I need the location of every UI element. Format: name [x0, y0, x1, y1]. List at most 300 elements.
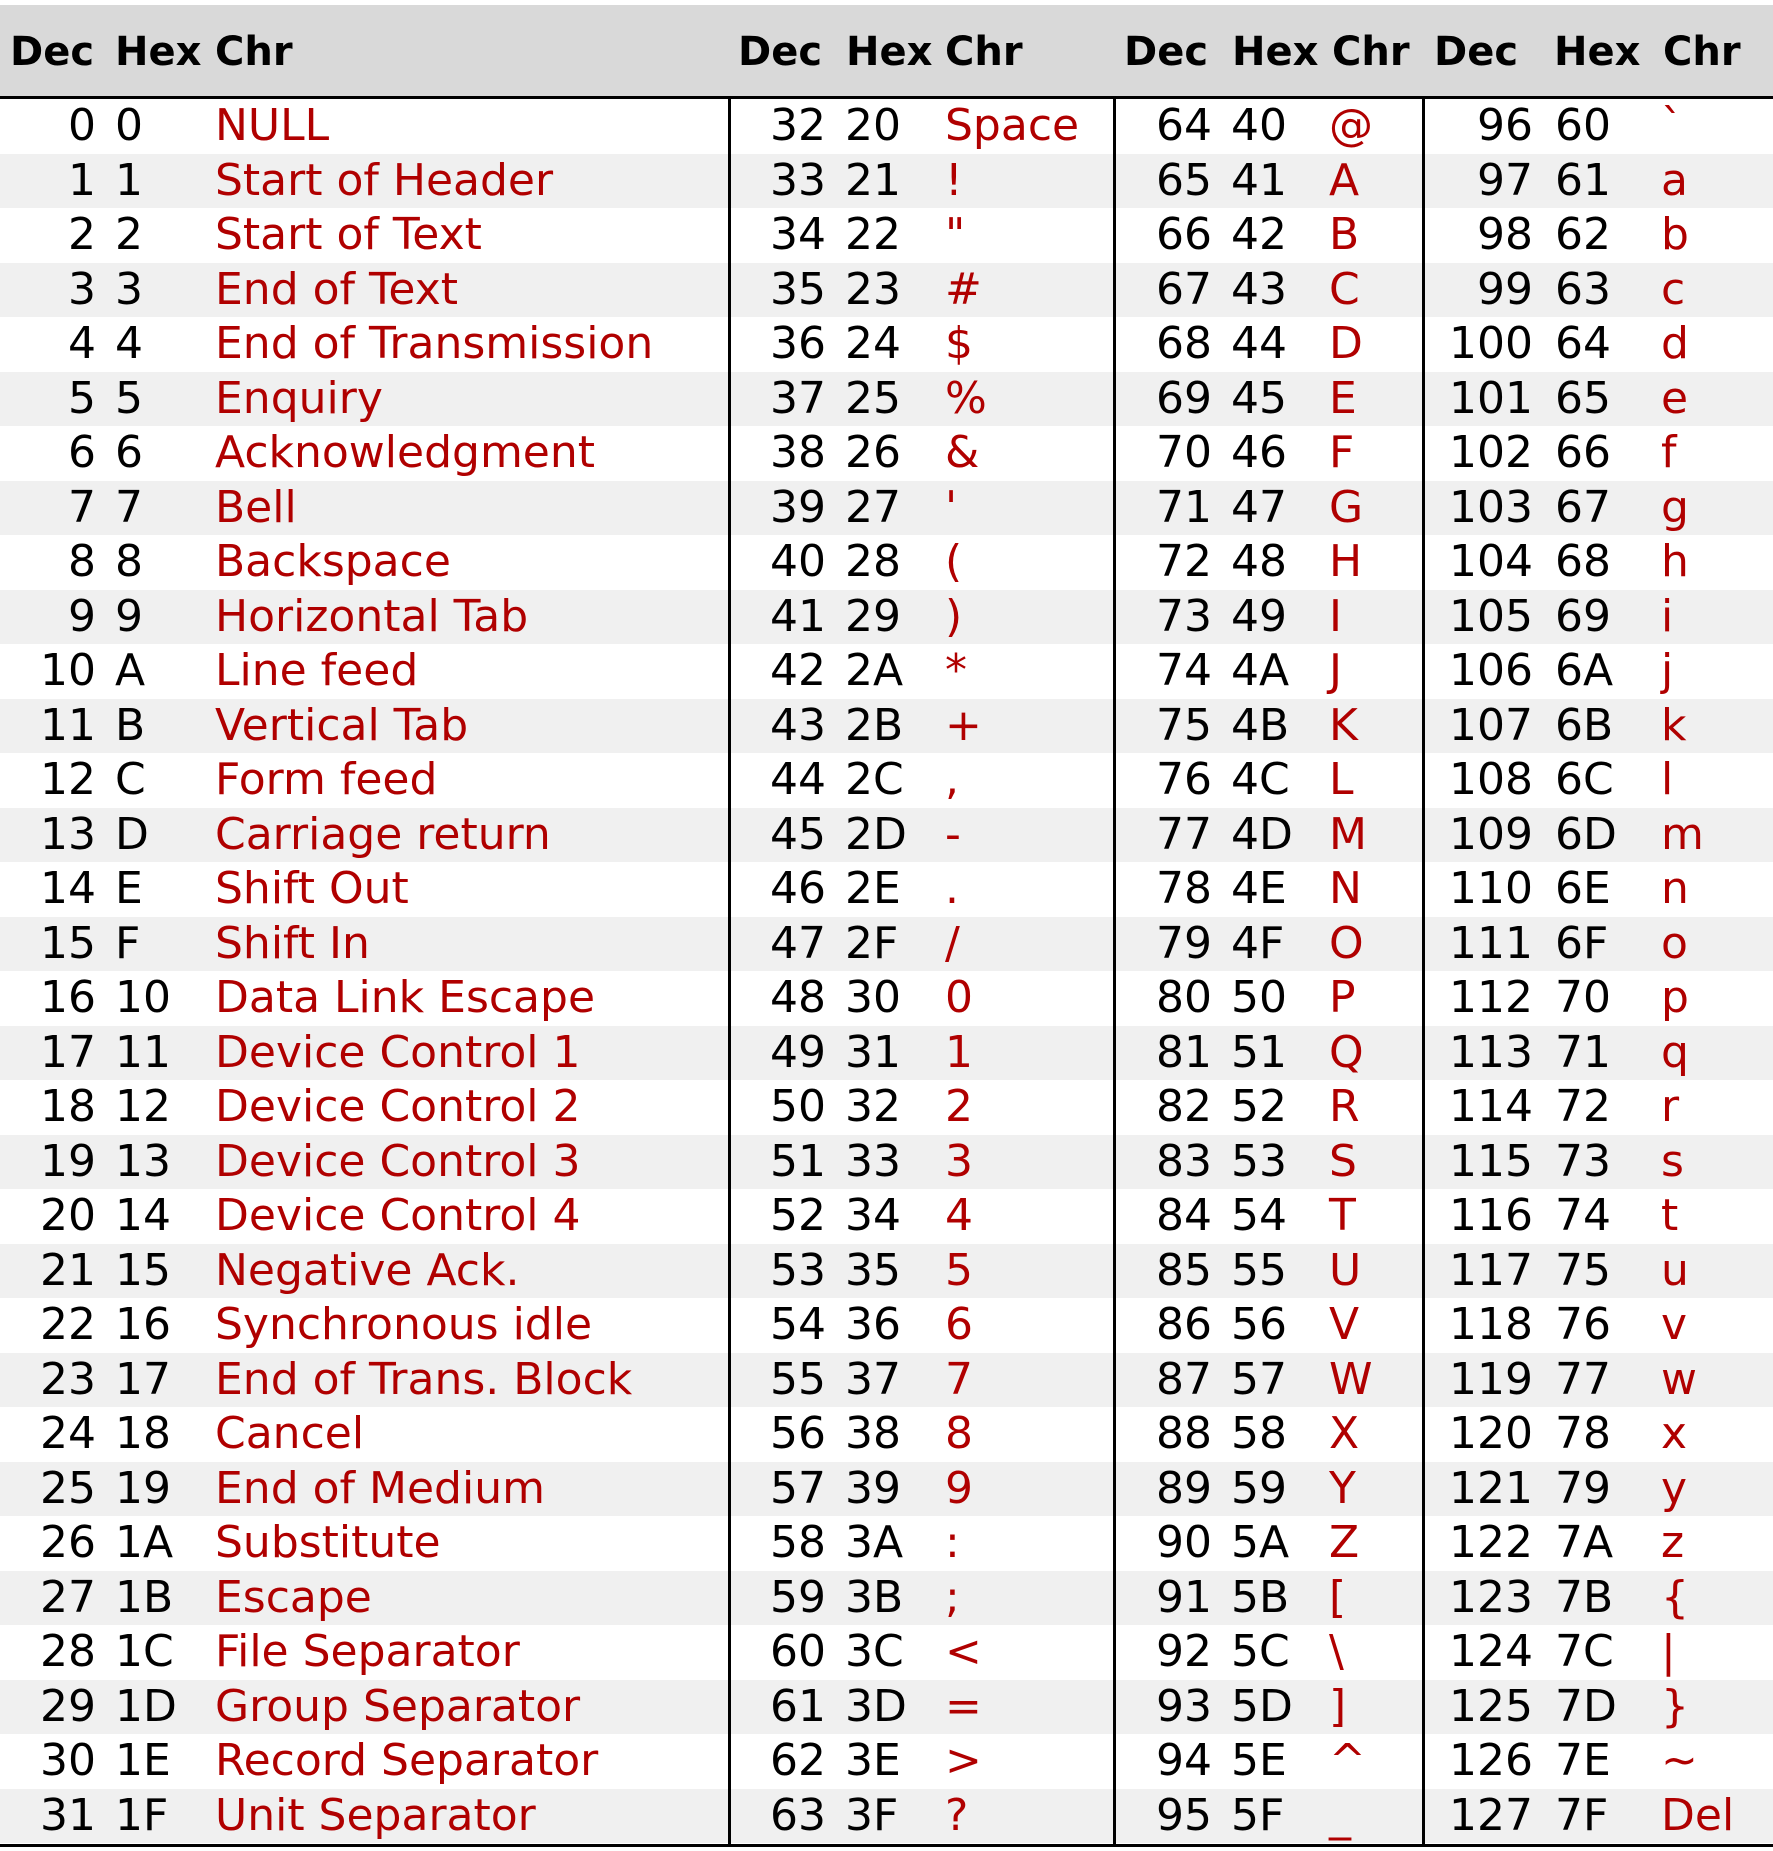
dec-cell: 21 [40, 1244, 96, 1296]
char-cell: g [1661, 481, 1689, 533]
dec-cell: 38 [770, 427, 826, 478]
dec-cell: 82 [1156, 1081, 1212, 1132]
char-cell: Vertical Tab [215, 699, 469, 751]
hex-cell: 1E [115, 1735, 171, 1786]
hex-cell: 5C [1231, 1626, 1290, 1677]
char-cell: W [1329, 1353, 1373, 1405]
hex-cell: 4E [1231, 863, 1287, 914]
hex-cell: 62 [1555, 209, 1611, 260]
hex-cell: 42 [1231, 209, 1287, 260]
dec-cell: 58 [770, 1517, 826, 1568]
dec-cell: 118 [1449, 1299, 1533, 1350]
char-cell: P [1329, 972, 1356, 1023]
dec-cell: 75 [1156, 699, 1212, 751]
hex-cell: 17 [115, 1353, 171, 1405]
char-cell: C [1329, 263, 1360, 315]
char-cell: Enquiry [215, 372, 383, 424]
char-cell: 9 [945, 1462, 973, 1514]
dec-cell: 93 [1156, 1680, 1212, 1732]
dec-cell: 90 [1156, 1517, 1212, 1568]
hex-cell: 28 [845, 536, 901, 587]
char-cell: > [945, 1735, 982, 1786]
dec-cell: 80 [1156, 972, 1212, 1023]
dec-cell: 99 [1477, 263, 1533, 315]
dec-cell: 18 [40, 1081, 96, 1132]
table-row [0, 1625, 1773, 1680]
char-cell: i [1661, 590, 1674, 642]
dec-cell: 66 [1156, 209, 1212, 260]
char-cell: End of Text [215, 263, 458, 315]
dec-cell: 86 [1156, 1299, 1212, 1350]
char-cell: End of Medium [215, 1462, 545, 1514]
hex-cell: 55 [1231, 1244, 1287, 1296]
char-cell: Device Control 2 [215, 1081, 581, 1132]
hex-cell: 3A [845, 1517, 904, 1568]
char-cell: NULL [215, 100, 330, 151]
dec-cell: 60 [770, 1626, 826, 1677]
hex-cell: 61 [1555, 154, 1611, 206]
char-cell: = [945, 1680, 982, 1732]
hex-cell: 76 [1555, 1299, 1611, 1350]
dec-cell: 56 [770, 1408, 826, 1459]
char-cell: o [1661, 917, 1688, 969]
hex-cell: 4A [1231, 645, 1290, 696]
char-cell: a [1661, 154, 1688, 206]
dec-cell: 97 [1477, 154, 1533, 206]
hex-cell: 47 [1231, 481, 1287, 533]
dec-cell: 51 [770, 1135, 826, 1187]
dec-cell: 101 [1449, 372, 1533, 424]
table-row [0, 317, 1773, 372]
dec-cell: 94 [1156, 1735, 1212, 1786]
char-cell: 0 [945, 972, 973, 1023]
hex-cell: 7C [1555, 1626, 1614, 1677]
char-cell: - [945, 808, 961, 860]
hex-cell: C [115, 754, 146, 805]
table-row [0, 208, 1773, 263]
dec-cell: 105 [1449, 590, 1533, 642]
table-row [0, 1680, 1773, 1735]
hex-cell: 7F [1555, 1789, 1609, 1841]
hex-cell: 25 [845, 372, 901, 424]
char-cell: & [945, 427, 980, 478]
dec-cell: 27 [40, 1571, 96, 1623]
dec-cell: 4 [68, 318, 96, 369]
hex-cell: 20 [845, 100, 901, 151]
column-divider [1422, 99, 1425, 1844]
char-cell: : [945, 1517, 960, 1568]
hex-cell: 15 [115, 1244, 171, 1296]
char-cell: q [1661, 1026, 1689, 1078]
char-cell: e [1661, 372, 1689, 424]
hex-cell: 58 [1231, 1408, 1287, 1459]
dec-cell: 0 [68, 100, 96, 151]
dec-cell: 49 [770, 1026, 826, 1078]
hex-cell: 51 [1231, 1026, 1287, 1078]
dec-cell: 17 [40, 1026, 96, 1078]
header-dec: Dec [738, 29, 823, 75]
dec-cell: 100 [1449, 318, 1533, 369]
hex-cell: 6F [1555, 917, 1609, 969]
hex-cell: 73 [1555, 1135, 1611, 1187]
hex-cell: 53 [1231, 1135, 1287, 1187]
char-cell: ) [945, 590, 963, 642]
hex-cell: 2F [845, 917, 899, 969]
hex-cell: 32 [845, 1081, 901, 1132]
dec-cell: 69 [1156, 372, 1212, 424]
char-cell: Negative Ack. [215, 1244, 520, 1296]
hex-cell: 3 [115, 263, 143, 315]
char-cell: d [1661, 318, 1689, 369]
dec-cell: 35 [770, 263, 826, 315]
char-cell: u [1661, 1244, 1689, 1296]
hex-cell: 6C [1555, 754, 1614, 805]
table-row [0, 372, 1773, 427]
hex-cell: 22 [845, 209, 901, 260]
dec-cell: 55 [770, 1353, 826, 1405]
char-cell: H [1329, 536, 1363, 587]
dec-cell: 64 [1156, 100, 1212, 151]
hex-cell: 7E [1555, 1735, 1611, 1786]
hex-cell: 2B [845, 699, 904, 751]
hex-cell: 29 [845, 590, 901, 642]
dec-cell: 39 [770, 481, 826, 533]
table-row [0, 1462, 1773, 1517]
char-cell: Shift Out [215, 863, 409, 914]
dec-cell: 113 [1449, 1026, 1533, 1078]
char-cell: Device Control 4 [215, 1190, 581, 1241]
table-row [0, 1026, 1773, 1081]
hex-cell: 43 [1231, 263, 1287, 315]
char-cell: G [1329, 481, 1364, 533]
table-row [0, 1789, 1773, 1844]
char-cell: $ [945, 318, 973, 369]
dec-cell: 2 [68, 209, 96, 260]
hex-cell: 2A [845, 645, 904, 696]
char-cell: ' [945, 481, 958, 533]
char-cell: Bell [215, 481, 297, 533]
dec-cell: 98 [1477, 209, 1533, 260]
char-cell: Q [1329, 1026, 1364, 1078]
char-cell: Line feed [215, 645, 419, 696]
dec-cell: 14 [40, 863, 96, 914]
hex-cell: 72 [1555, 1081, 1611, 1132]
dec-cell: 7 [68, 481, 96, 533]
dec-cell: 103 [1449, 481, 1533, 533]
char-cell: M [1329, 808, 1367, 860]
dec-cell: 33 [770, 154, 826, 206]
hex-cell: 3E [845, 1735, 901, 1786]
dec-cell: 96 [1477, 100, 1533, 151]
char-cell: 4 [945, 1190, 973, 1241]
hex-cell: 1A [115, 1517, 174, 1568]
table-row [0, 862, 1773, 917]
dec-cell: 74 [1156, 645, 1212, 696]
dec-cell: 68 [1156, 318, 1212, 369]
table-row [0, 1135, 1773, 1190]
dec-cell: 31 [40, 1789, 96, 1841]
char-cell: S [1329, 1135, 1357, 1187]
char-cell: V [1329, 1299, 1360, 1350]
dec-cell: 111 [1449, 917, 1533, 969]
header-chr: Chr [1332, 29, 1410, 75]
hex-cell: 5D [1231, 1680, 1293, 1732]
hex-cell: 77 [1555, 1353, 1611, 1405]
hex-cell: F [115, 917, 141, 969]
hex-cell: 4C [1231, 754, 1290, 805]
hex-cell: B [115, 699, 146, 751]
char-cell: ? [945, 1789, 969, 1841]
char-cell: Del [1661, 1789, 1735, 1841]
dec-cell: 48 [770, 972, 826, 1023]
char-cell: O [1329, 917, 1364, 969]
hex-cell: 56 [1231, 1299, 1287, 1350]
char-cell: < [945, 1626, 982, 1677]
hex-cell: 5A [1231, 1517, 1290, 1568]
hex-cell: 64 [1555, 318, 1611, 369]
char-cell: U [1329, 1244, 1362, 1296]
char-cell: Escape [215, 1571, 372, 1623]
hex-cell: 6B [1555, 699, 1614, 751]
hex-cell: 74 [1555, 1190, 1611, 1241]
dec-cell: 127 [1449, 1789, 1533, 1841]
table-bottom-border [0, 1844, 1773, 1847]
dec-cell: 67 [1156, 263, 1212, 315]
dec-cell: 15 [40, 917, 96, 969]
hex-cell: 26 [845, 427, 901, 478]
char-cell: # [945, 263, 982, 315]
dec-cell: 119 [1449, 1353, 1533, 1405]
header-dec: Dec [1124, 29, 1209, 75]
char-cell: f [1661, 427, 1677, 478]
hex-cell: 3F [845, 1789, 899, 1841]
dec-cell: 78 [1156, 863, 1212, 914]
char-cell: t [1661, 1190, 1679, 1241]
dec-cell: 87 [1156, 1353, 1212, 1405]
char-cell: Group Separator [215, 1680, 581, 1732]
char-cell: Start of Text [215, 209, 482, 260]
dec-cell: 53 [770, 1244, 826, 1296]
hex-cell: 31 [845, 1026, 901, 1078]
header-hex: Hex [1554, 29, 1641, 75]
char-cell: @ [1329, 100, 1373, 151]
char-cell: N [1329, 863, 1362, 914]
hex-cell: D [115, 808, 149, 860]
dec-cell: 26 [40, 1517, 96, 1568]
hex-cell: 11 [115, 1026, 171, 1078]
char-cell: } [1661, 1680, 1689, 1732]
dec-cell: 125 [1449, 1680, 1533, 1732]
dec-cell: 45 [770, 808, 826, 860]
table-row [0, 535, 1773, 590]
char-cell: w [1661, 1353, 1697, 1405]
hex-cell: 34 [845, 1190, 901, 1241]
hex-cell: 57 [1231, 1353, 1287, 1405]
dec-cell: 114 [1449, 1081, 1533, 1132]
char-cell: Substitute [215, 1517, 441, 1568]
dec-cell: 85 [1156, 1244, 1212, 1296]
char-cell: 5 [945, 1244, 973, 1296]
hex-cell: 21 [845, 154, 901, 206]
dec-cell: 44 [770, 754, 826, 805]
dec-cell: 124 [1449, 1626, 1533, 1677]
hex-cell: 7B [1555, 1571, 1614, 1623]
hex-cell: 38 [845, 1408, 901, 1459]
char-cell: | [1661, 1626, 1676, 1677]
char-cell: Cancel [215, 1408, 365, 1459]
hex-cell: 7D [1555, 1680, 1617, 1732]
dec-cell: 89 [1156, 1462, 1212, 1514]
table-row [0, 1516, 1773, 1571]
dec-cell: 65 [1156, 154, 1212, 206]
hex-cell: 24 [845, 318, 901, 369]
char-cell: Form feed [215, 754, 438, 805]
char-cell: n [1661, 863, 1689, 914]
char-cell: y [1661, 1462, 1688, 1514]
char-cell: ! [945, 154, 963, 206]
table-row [0, 1189, 1773, 1244]
hex-cell: 50 [1231, 972, 1287, 1023]
hex-cell: 14 [115, 1190, 171, 1241]
char-cell: Z [1329, 1517, 1360, 1568]
char-cell: p [1661, 972, 1689, 1023]
hex-cell: 23 [845, 263, 901, 315]
char-cell: Synchronous idle [215, 1299, 593, 1350]
dec-cell: 63 [770, 1789, 826, 1841]
hex-cell: 2 [115, 209, 143, 260]
dec-cell: 57 [770, 1462, 826, 1514]
column-divider [1113, 99, 1116, 1844]
dec-cell: 25 [40, 1462, 96, 1514]
dec-cell: 120 [1449, 1408, 1533, 1459]
dec-cell: 59 [770, 1571, 826, 1623]
char-cell: 7 [945, 1353, 973, 1405]
hex-cell: 3B [845, 1571, 904, 1623]
char-cell: B [1329, 209, 1360, 260]
hex-cell: 7 [115, 481, 143, 533]
dec-cell: 32 [770, 100, 826, 151]
dec-cell: 121 [1449, 1462, 1533, 1514]
dec-cell: 34 [770, 209, 826, 260]
hex-cell: 1C [115, 1626, 174, 1677]
dec-cell: 29 [40, 1680, 96, 1732]
char-cell: / [945, 917, 960, 969]
char-cell: E [1329, 372, 1357, 424]
dec-cell: 13 [40, 808, 96, 860]
char-cell: \ [1329, 1626, 1344, 1677]
hex-cell: 68 [1555, 536, 1611, 587]
hex-cell: 33 [845, 1135, 901, 1187]
dec-cell: 126 [1449, 1735, 1533, 1786]
char-cell: Data Link Escape [215, 972, 596, 1023]
hex-cell: 37 [845, 1353, 901, 1405]
dec-cell: 46 [770, 863, 826, 914]
header-hex: Hex [115, 29, 202, 75]
char-cell: Backspace [215, 536, 451, 587]
char-cell: " [945, 209, 966, 260]
table-row [0, 99, 1773, 154]
char-cell: . [945, 863, 959, 914]
header-chr: Chr [215, 29, 293, 75]
hex-cell: 69 [1555, 590, 1611, 642]
dec-cell: 117 [1449, 1244, 1533, 1296]
dec-cell: 36 [770, 318, 826, 369]
dec-cell: 123 [1449, 1571, 1533, 1623]
dec-cell: 107 [1449, 699, 1533, 751]
table-row [0, 644, 1773, 699]
char-cell: Acknowledgment [215, 427, 596, 478]
char-cell: Device Control 3 [215, 1135, 581, 1187]
dec-cell: 52 [770, 1190, 826, 1241]
char-cell: A [1329, 154, 1360, 206]
hex-cell: 5B [1231, 1571, 1290, 1623]
char-cell: c [1661, 263, 1686, 315]
dec-cell: 72 [1156, 536, 1212, 587]
char-cell: Record Separator [215, 1735, 599, 1786]
hex-cell: 4 [115, 318, 143, 369]
hex-cell: 49 [1231, 590, 1287, 642]
hex-cell: 2E [845, 863, 901, 914]
hex-cell: 60 [1555, 100, 1611, 151]
hex-cell: E [115, 863, 143, 914]
hex-cell: 66 [1555, 427, 1611, 478]
hex-cell: 4F [1231, 917, 1285, 969]
dec-cell: 71 [1156, 481, 1212, 533]
hex-cell: 1D [115, 1680, 177, 1732]
dec-cell: 84 [1156, 1190, 1212, 1241]
dec-cell: 61 [770, 1680, 826, 1732]
char-cell: R [1329, 1081, 1360, 1132]
hex-cell: 6A [1555, 645, 1614, 696]
dec-cell: 62 [770, 1735, 826, 1786]
hex-cell: 7A [1555, 1517, 1614, 1568]
hex-cell: 1F [115, 1789, 169, 1841]
dec-cell: 88 [1156, 1408, 1212, 1459]
header-hex: Hex [846, 29, 933, 75]
char-cell: Carriage return [215, 808, 551, 860]
hex-cell: 4B [1231, 699, 1290, 751]
dec-cell: 37 [770, 372, 826, 424]
char-cell: _ [1329, 1789, 1351, 1841]
hex-cell: 46 [1231, 427, 1287, 478]
hex-cell: 59 [1231, 1462, 1287, 1514]
table-row [0, 808, 1773, 863]
char-cell: [ [1329, 1571, 1347, 1623]
column-divider [728, 99, 731, 1844]
hex-cell: 79 [1555, 1462, 1611, 1514]
dec-cell: 76 [1156, 754, 1212, 805]
char-cell: Horizontal Tab [215, 590, 529, 642]
table-row [0, 1407, 1773, 1462]
hex-cell: 52 [1231, 1081, 1287, 1132]
hex-cell: 39 [845, 1462, 901, 1514]
dec-cell: 79 [1156, 917, 1212, 969]
char-cell: j [1661, 645, 1674, 696]
hex-cell: 44 [1231, 318, 1287, 369]
char-cell: 3 [945, 1135, 973, 1187]
hex-cell: 48 [1231, 536, 1287, 587]
hex-cell: 2D [845, 808, 907, 860]
table-row [0, 154, 1773, 209]
hex-cell: 75 [1555, 1244, 1611, 1296]
char-cell: 8 [945, 1408, 973, 1459]
char-cell: l [1661, 754, 1674, 805]
hex-cell: 67 [1555, 481, 1611, 533]
char-cell: T [1329, 1190, 1356, 1241]
char-cell: 2 [945, 1081, 973, 1132]
header-dec: Dec [10, 29, 95, 75]
header-chr: Chr [1663, 29, 1741, 75]
